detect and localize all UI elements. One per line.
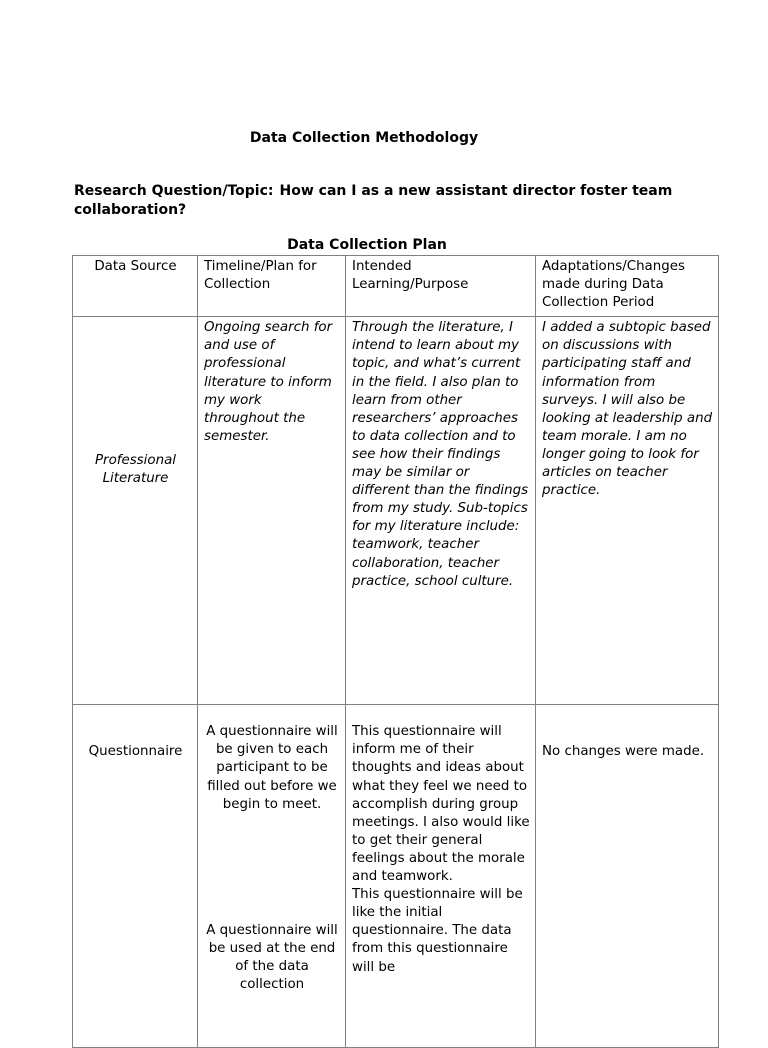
timeline-paragraph: A questionnaire will be given to each participant to be filled out before we begin to meet. [206, 724, 338, 812]
header-adaptations: Adaptations/Changes made during Data Collection Period [536, 256, 719, 317]
header-purpose: Intended Learning/Purpose [346, 256, 536, 317]
cell-timeline [198, 705, 346, 1048]
purpose-paragraph: This questionnaire will inform me of their thoughts and ideas about what they feel we need to accomplish during group meetings. I also would like to get their general feelings about the morale and teamwork. [352, 724, 530, 885]
research-question-text: How can I as a new assistant director foster team collaboration? [74, 183, 673, 218]
header-timeline: Timeline/Plan for Collection [198, 256, 346, 317]
purpose-paragraph: This questionnaire will be like the initial questionnaire. The data from this questionnaire will be [352, 887, 523, 975]
cell-timeline: Ongoing search for and use of professional literature to inform my work throughout the semester. [198, 317, 346, 705]
table-row [73, 705, 719, 1048]
cell-source: Questionnaire [73, 705, 198, 1048]
research-question-label: Research Question/Topic: [74, 183, 274, 199]
table-header-row [73, 256, 719, 317]
plan-title: Data Collection Plan [287, 237, 447, 253]
cell-adaptations: I added a subtopic based on discussions with participating staff and information from surveys. I will also be looking at leadership and team morale. I am no longer going to look for articles on teacher practice. [536, 317, 719, 705]
header-data-source: Data Source [73, 256, 198, 317]
cell-purpose: Through the literature, I intend to learn about my topic, and what’s current in the field. I also plan to learn from other researchers’ approaches to data collection and to see how their findings may be similar or different than the findings from my study. Sub-topics for my literature include: teamwork, teacher collaboration, teacher practice, school culture. [346, 317, 536, 705]
cell-adaptations: No changes were made. [536, 705, 719, 1048]
timeline-paragraph: A questionnaire will be used at the end of the data collection [206, 922, 338, 993]
cell-purpose [346, 705, 536, 1048]
data-collection-table [72, 255, 719, 1048]
page-title: Data Collection Methodology [249, 130, 479, 146]
table-row [73, 317, 719, 705]
cell-source: Professional Literature [73, 317, 198, 705]
research-question [74, 182, 714, 220]
